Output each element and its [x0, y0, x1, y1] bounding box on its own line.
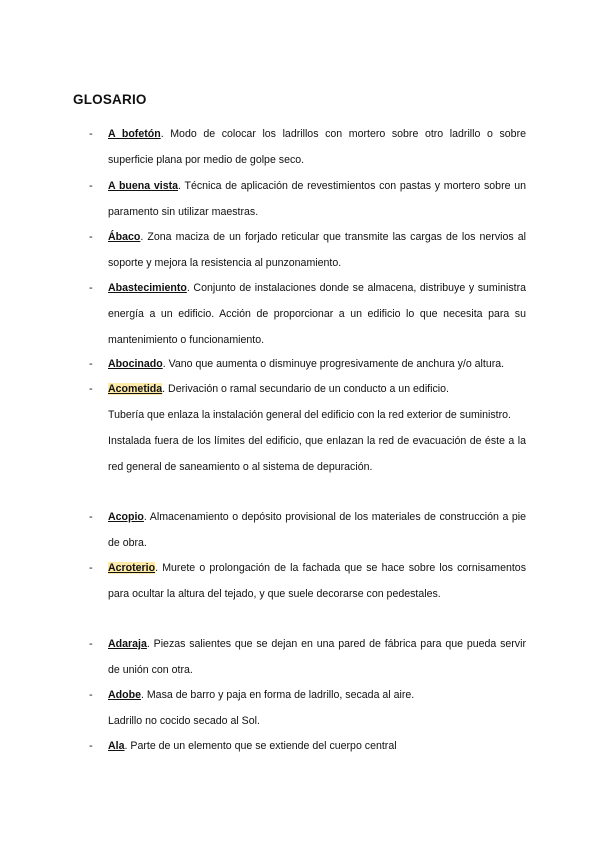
entry-term: Ala: [108, 740, 125, 752]
list-dash: -: [89, 562, 93, 574]
entry-body: [108, 351, 526, 377]
entry-definition: . Zona maciza de un forjado reticular que transmite las cargas de los nervios al soporte y mejora la resistencia al punzonamiento.: [108, 231, 526, 269]
entry-body: [108, 682, 526, 734]
entry-term: A bofetón: [108, 128, 161, 140]
list-dash: -: [89, 740, 93, 752]
entry-definition: . Almacenamiento o depósito provisional de los materiales de construcción a pie de obra.: [108, 511, 526, 549]
entry-definition: . Parte de un elemento que se extiende del cuerpo central: [124, 740, 397, 752]
entry-body: [108, 504, 526, 556]
entry-definition: . Conjunto de instalaciones donde se almacena, distribuye y suministra energía a un edificio. Acción de proporcionar a un edificio lo que necesita para su mantenimiento o funcionamiento.: [108, 282, 526, 346]
entry-body: [108, 121, 526, 173]
entry-term: Acometida: [108, 383, 163, 395]
entry-body: [108, 173, 526, 225]
entry-term: A buena vista: [108, 180, 179, 192]
list-dash: -: [89, 282, 93, 294]
list-dash: -: [89, 180, 93, 192]
entry-first-line: [108, 682, 526, 708]
entry-body: [108, 275, 526, 353]
list-dash: -: [89, 689, 93, 701]
entry-term: Abastecimiento: [108, 282, 187, 294]
list-dash: -: [89, 358, 93, 370]
list-dash: -: [89, 638, 93, 650]
entry-body: [108, 733, 526, 759]
entry-term: Abocinado: [108, 358, 163, 370]
entry-term: Acroterio: [108, 562, 156, 574]
list-dash: -: [89, 231, 93, 243]
entry-extra-paragraph: Ladrillo no cocido secado al Sol.: [108, 715, 260, 727]
list-dash: -: [89, 128, 93, 140]
entry-definition: . Masa de barro y paja en forma de ladrillo, secada al aire.: [140, 689, 415, 701]
page-title: GLOSARIO: [73, 92, 147, 107]
entry-term: Adobe: [108, 689, 141, 701]
entry-definition: . Piezas salientes que se dejan en una pared de fábrica para que pueda servir de unión con otra.: [108, 638, 526, 676]
entry-definition: . Murete o prolongación de la fachada que se hace sobre los cornisamentos para ocultar la altura del tejado, y que suele decorarse con pedestales.: [108, 562, 526, 600]
list-dash: -: [89, 383, 93, 395]
entry-extra-paragraph: Tubería que enlaza la instalación general del edificio con la red exterior de suministro.: [108, 409, 511, 421]
entry-extra-paragraph: Instalada fuera de los límites del edificio, que enlazan la red de evacuación de éste a la red general de saneamiento o al sistema de depuración.: [108, 435, 526, 473]
entry-first-line: [108, 376, 526, 402]
entry-definition: . Técnica de aplicación de revestimientos con pastas y mortero sobre un paramento sin utilizar maestras.: [108, 180, 526, 218]
entry-definition: . Modo de colocar los ladrillos con mortero sobre otro ladrillo o sobre superficie plana por medio de golpe seco.: [108, 128, 526, 166]
entry-body: [108, 631, 526, 683]
entry-body: [108, 376, 526, 480]
entry-body: [108, 224, 526, 276]
entry-term: Acopio: [108, 511, 144, 523]
entry-definition: . Vano que aumenta o disminuye progresivamente de anchura y/o altura.: [162, 358, 505, 370]
list-dash: -: [89, 511, 93, 523]
entry-body: [108, 555, 526, 607]
entry-term: Ábaco: [108, 231, 141, 243]
entry-term: Adaraja: [108, 638, 147, 650]
entry-definition: . Derivación o ramal secundario de un conducto a un edificio.: [162, 383, 449, 395]
